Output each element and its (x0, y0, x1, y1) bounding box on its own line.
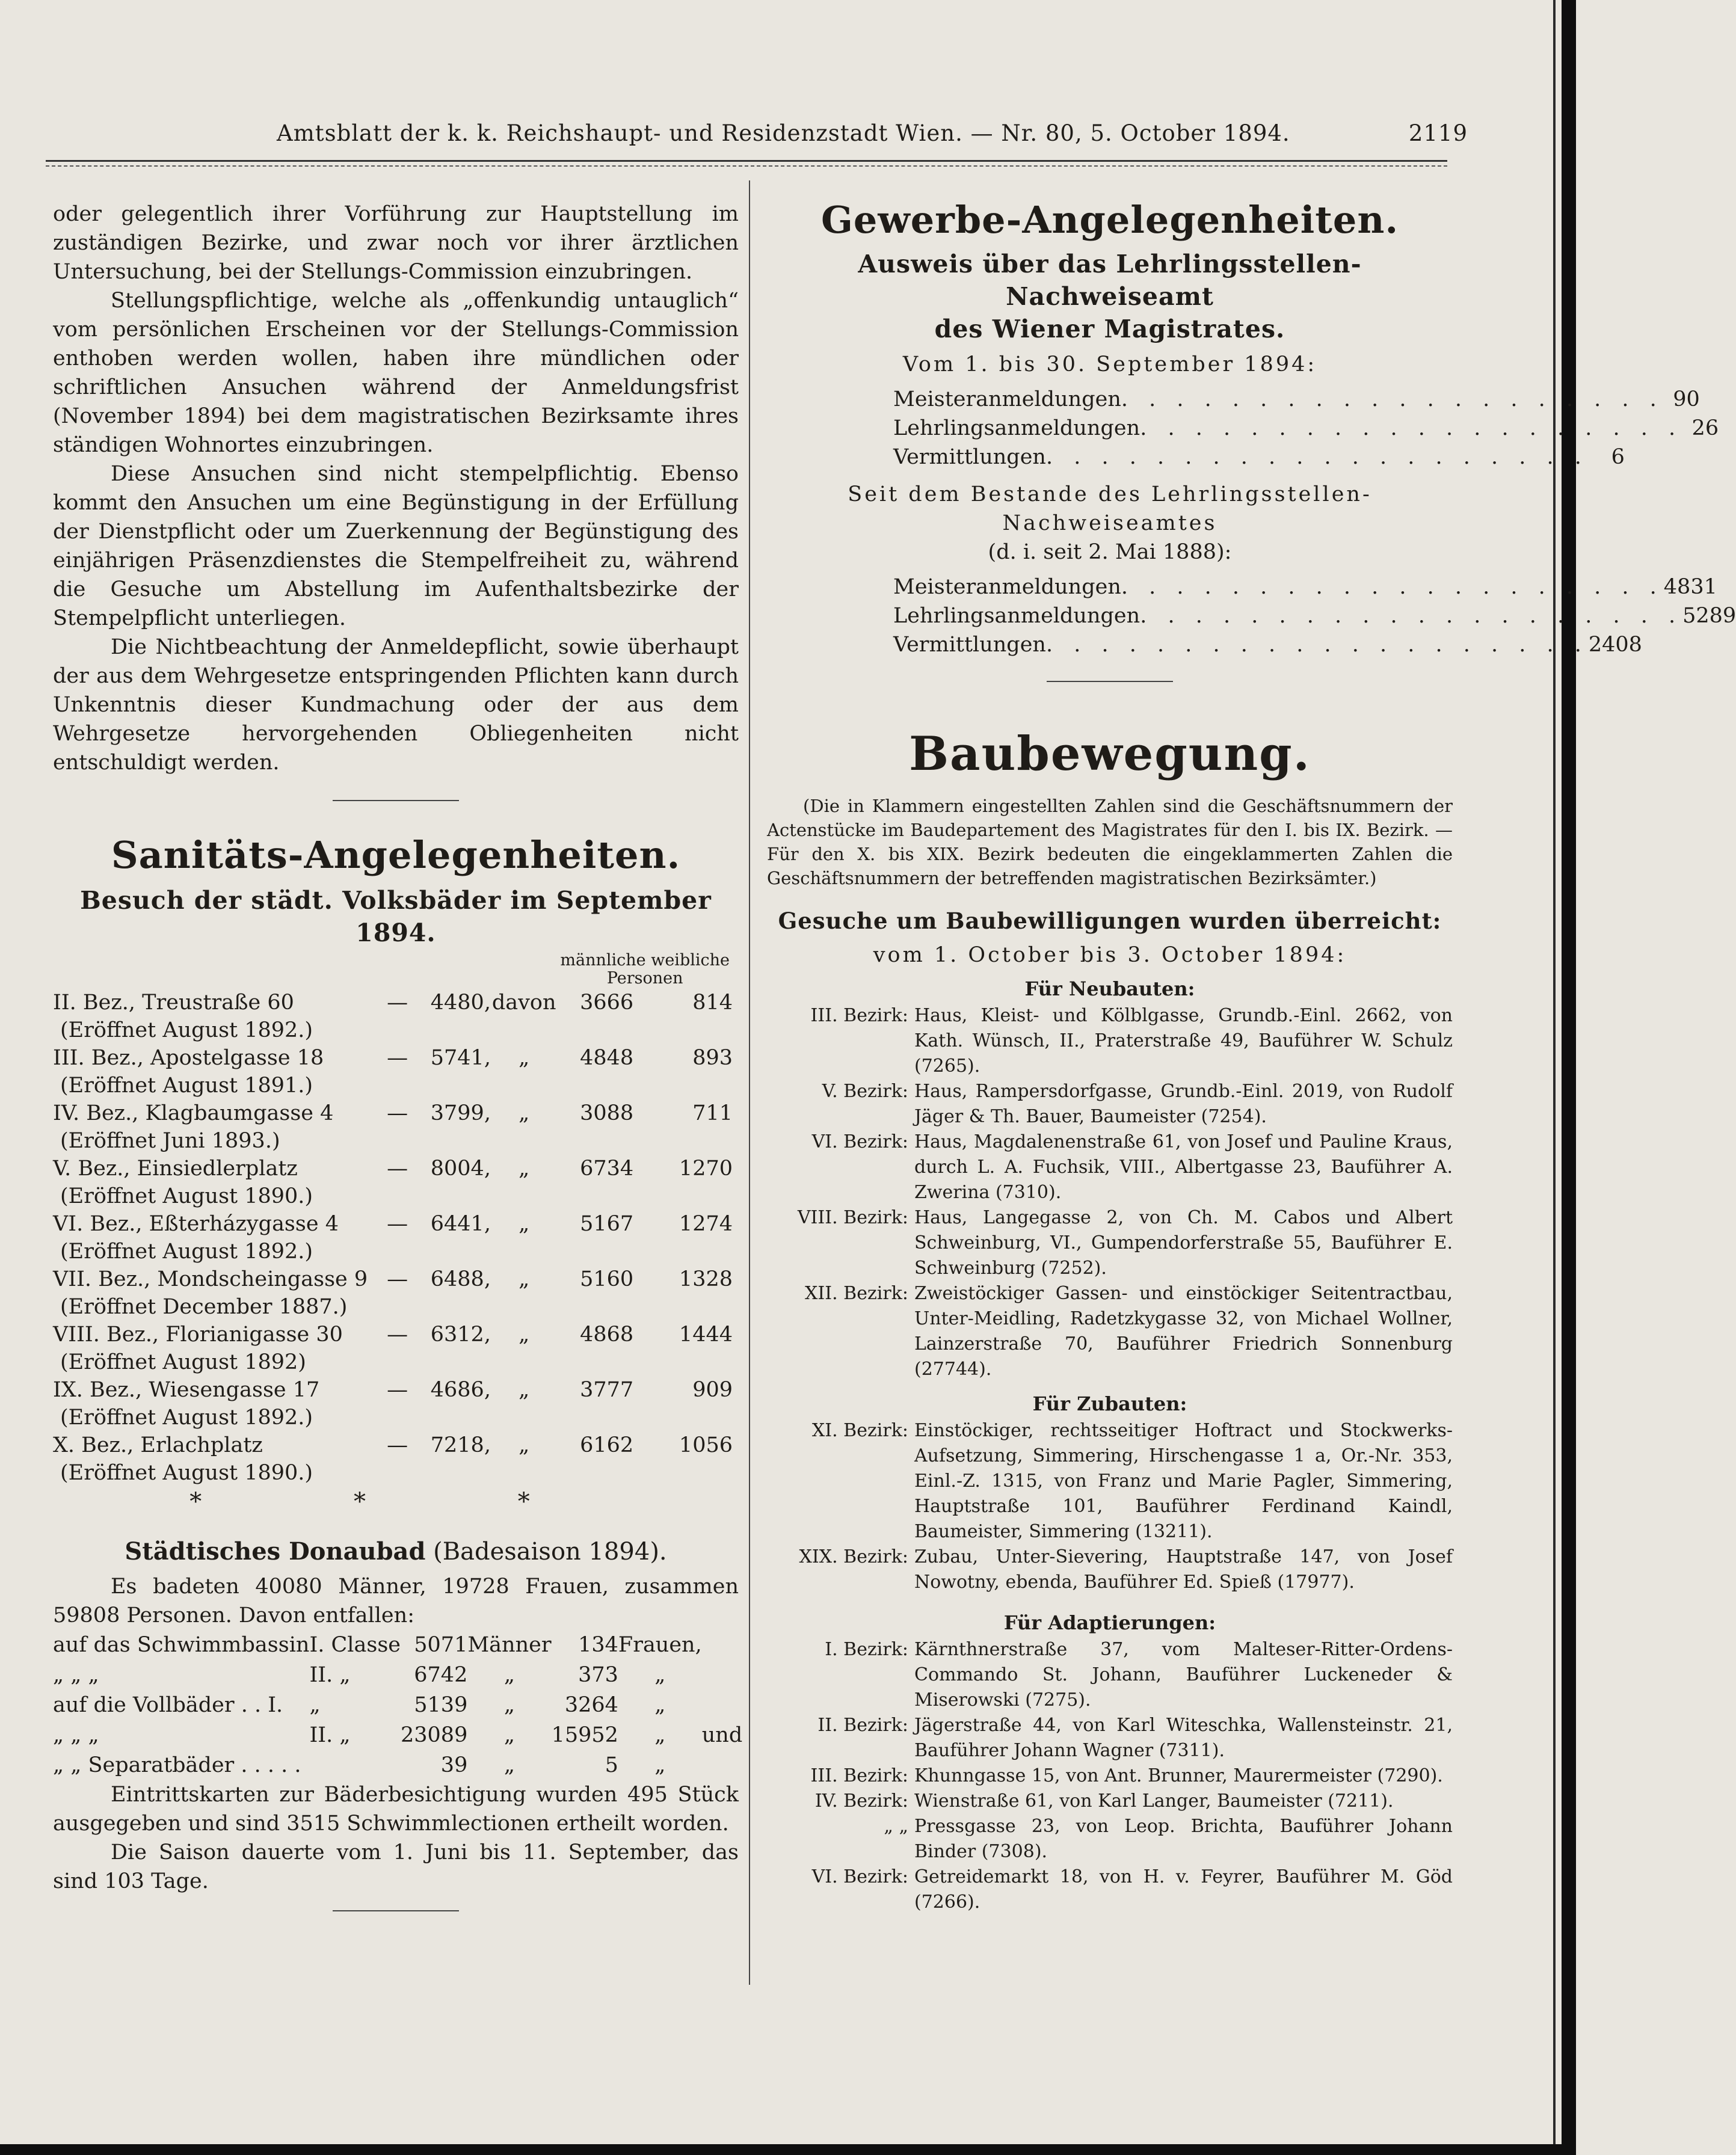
entry-text: Einstöckiger, rechtsseitiger Hoftract und Stockwerks-Aufsetzung, Simmering, Hirschengasse 1 a, Or.-Nr. 353, Einl.-Z. 1315, von Franz und Marie Pagler, Simmering, Hauptstraße 101, Bauführer Ferdinand Kaindl, Baumeister, Simmering (13211). (914, 1420, 1453, 1542)
stat-dots: . . . . . . . . . . . . . . . . . . . . (1121, 575, 1664, 599)
stat-dots: . . . . . . . . . . . . . . . . . . . . (1140, 604, 1683, 628)
danube-cell-e: 373 (578, 1663, 618, 1687)
bath-opened: (Eröffnet August 1890.) (60, 1461, 313, 1485)
bath-davon: davon (491, 991, 556, 1015)
stat-dots: . . . . . . . . . . . . . . . . . . . . (1140, 416, 1683, 440)
building-entry (767, 1789, 1453, 1814)
danube-cell-a: „ „ „ (53, 1663, 99, 1687)
danube-cell-g (702, 1750, 743, 1780)
bath-male: 5160 (580, 1267, 634, 1291)
building-entry (767, 1545, 1453, 1595)
period-2b: (d. i. seit 2. Mai 1888): (988, 540, 1232, 564)
danube-cell-g (702, 1630, 743, 1660)
bath-davon: „ (519, 1267, 530, 1291)
stat-label: Meisteranmeldungen (893, 387, 1121, 411)
bath-opened: (Eröffnet August 1890.) (60, 1184, 313, 1208)
bath-opened-row (53, 1184, 733, 1209)
building-entry (767, 1763, 1453, 1789)
bath-female: 814 (692, 991, 733, 1015)
bath-total: 4480, (430, 991, 491, 1015)
stat-row (893, 601, 1736, 630)
bath-opened: (Eröffnet Juni 1893.) (60, 1129, 280, 1153)
bath-female: 711 (692, 1101, 733, 1125)
district-label: IV. Bezirk: (814, 1791, 908, 1812)
requests-period: vom 1. October bis 3. October 1894: (873, 943, 1347, 967)
stat-label: Lehrlingsanmeldungen (893, 416, 1140, 440)
building-entry (767, 1814, 1453, 1864)
stat-row (893, 443, 1625, 472)
entry-text: Jägerstraße 44, von Karl Witeschka, Wallensteinstr. 21, Bauführer Johann Wagner (7311). (914, 1715, 1453, 1761)
bath-opened: (Eröffnet August 1892.) (60, 1406, 313, 1430)
bath-female: 1328 (679, 1267, 733, 1291)
building-title: Baubewegung. (909, 727, 1311, 781)
danube-cell-b: I. Classe (309, 1633, 401, 1657)
danube-cell-c: 23089 (401, 1723, 468, 1747)
entry-text: Zubau, Unter-Sievering, Hauptstraße 147, von Josef Nowotny, ebenda, Bauführer Ed. Spieß (17977). (914, 1546, 1453, 1593)
bath-location: IV. Bez., Klagbaumgasse 4 (53, 1101, 334, 1125)
bath-dash: — (387, 1267, 408, 1291)
persons-head: Personen (606, 969, 683, 988)
building-entry (767, 1637, 1453, 1713)
building-entry (767, 1130, 1453, 1205)
bath-opened: (Eröffnet December 1887.) (60, 1295, 348, 1319)
bath-opened-row (53, 1128, 733, 1154)
stat-row (893, 573, 1717, 601)
bath-female: 909 (692, 1378, 733, 1402)
bath-opened-row (53, 1018, 733, 1043)
trade-title: Gewerbe-Angelegenheiten. (820, 198, 1399, 242)
danube-table (53, 1630, 742, 1780)
stat-value: 90 (1673, 387, 1700, 411)
bath-davon: „ (519, 1323, 530, 1347)
intro-paragraph: Die Nichtbeachtung der Anmeldepflicht, sowie überhaupt der aus dem Wehrgesetze entspringenden Pflichten kann durch Unkenntnis dieser Kundmachung oder der aus dem Wehrgesetze hervorgehenden Obliegenheiten nicht entschuldigt werden. (53, 635, 739, 775)
scan-border-bottom (0, 2144, 1576, 2155)
bath-male: 3088 (580, 1101, 634, 1125)
bath-female: 1270 (679, 1157, 733, 1181)
entry-text: Kärnthnerstraße 37, vom Malteser-Ritter-Ordens-Commando St. Johann, Bauführer Luckeneder & Miserowski (7275). (914, 1639, 1453, 1711)
danube-cell-g: und (701, 1723, 743, 1747)
bath-total: 7218, (430, 1433, 491, 1457)
district-label: III. Bezirk: (810, 1765, 908, 1786)
bath-row (53, 988, 733, 1018)
bath-total: 6488, (430, 1267, 491, 1291)
danube-cell-f: Frauen, (618, 1633, 702, 1657)
intro-paragraph: oder gelegentlich ihrer Vorführung zur Hauptstellung im zuständigen Bezirke, und zwar noch vor ihrer ärztlichen Untersuchung, bei der Stellungs-Commission einzubringen. (53, 202, 739, 284)
bath-female: 893 (692, 1046, 733, 1070)
section-stars: * * * (189, 1488, 602, 1516)
requests-title: Gesuche um Baubewilligungen wurden überreicht: (778, 908, 1442, 934)
male-head: männliche (560, 951, 646, 970)
bath-opened-row (53, 1460, 733, 1486)
danube-cell-d: „ (503, 1723, 516, 1747)
stat-row (893, 414, 1719, 443)
bath-row (53, 1264, 733, 1294)
danube-cell-d: „ (503, 1663, 516, 1687)
danube-row (53, 1630, 742, 1660)
building-note: (Die in Klammern eingestellten Zahlen sind die Geschäftsnummern der Actenstücke im Baudepartement des Magistrates für den I. bis IX. Bezirk. — Für den X. bis XIX. Bezirk bedeuten die eingeklammerten Zahlen die Geschäftsnummern der betreffenden magistratischen Bezirksämter.) (767, 796, 1453, 888)
bath-total: 6312, (430, 1323, 491, 1347)
bath-opened-row (53, 1073, 733, 1098)
scan-border-line (1553, 0, 1556, 2155)
stat-label: Vermittlungen (893, 445, 1046, 469)
bath-davon: „ (519, 1212, 530, 1236)
stat-label: Vermittlungen (893, 633, 1046, 657)
bath-female: 1056 (679, 1433, 733, 1457)
section-divider (333, 1910, 459, 1911)
bath-davon: „ (519, 1101, 530, 1125)
stats-total (767, 573, 1736, 659)
danube-cell-f: „ (654, 1693, 666, 1717)
bath-row (53, 1320, 733, 1350)
new-buildings-list (767, 1003, 1453, 1382)
trade-subtitle-2: des Wiener Magistrates. (934, 315, 1285, 343)
stat-label: Lehrlingsanmeldungen (893, 604, 1140, 628)
bath-opened-row (53, 1405, 733, 1430)
entry-text: Haus, Magdalenenstraße 61, von Josef und Pauline Kraus, durch L. A. Fuchsik, VIII., Albertgasse 23, Bauführer A. Zwerina (7310). (914, 1131, 1453, 1203)
column-divider (749, 180, 750, 1985)
period-2: Seit dem Bestande des Lehrlingsstellen-Nachweiseamtes (848, 482, 1372, 535)
bath-opened: (Eröffnet August 1892.) (60, 1240, 313, 1264)
danube-cell-c: 39 (440, 1753, 468, 1777)
left-column (53, 200, 743, 1911)
bath-row (53, 1209, 733, 1239)
baths-head-row (53, 951, 733, 988)
entry-text: Wienstraße 61, von Karl Langer, Baumeister (7211). (914, 1791, 1394, 1812)
intro-paragraph: Stellungspflichtige, welche als „offenkundig untauglich“ vom persönlichen Erscheinen vor der Stellungs-Commission enthoben werden wollen, haben ihre mündlichen oder schriftlichen Ansuchen während der Anmeldungsfrist (November 1894) bei dem magistratischen Bezirksamte ihres ständigen Wohnortes einzubringen. (53, 289, 739, 457)
bath-row (53, 1098, 733, 1128)
danube-row (53, 1750, 742, 1780)
intro-paragraph: Diese Ansuchen sind nicht stempelpflichtig. Ebenso kommt den Ansuchen um eine Begünstigung in der Erfüllung der Dienstpflicht oder um Zuerkennung der Begünstigung des einjährigen Präsenzdienstes die Stempelfreiheit zu, während die Gesuche um Abstellung im Aufenthaltsbezirke der Stempelpflicht unterliegen. (53, 462, 739, 630)
stats-month (767, 385, 1719, 472)
danube-cell-e: 3264 (564, 1693, 618, 1717)
section-divider (1047, 681, 1173, 682)
danube-cell-f: „ (654, 1753, 666, 1777)
stat-label: Meisteranmeldungen (893, 575, 1121, 599)
danube-cell-f: „ (654, 1663, 666, 1687)
danube-cell-g (702, 1690, 743, 1720)
bath-opened: (Eröffnet August 1891.) (60, 1074, 313, 1098)
bath-male: 3777 (580, 1378, 634, 1402)
danube-cell-b: II. „ (309, 1723, 351, 1747)
bath-dash: — (387, 1212, 408, 1236)
danube-cell-d: „ (503, 1693, 516, 1717)
header-rule (46, 160, 1447, 162)
bath-opened-row (53, 1239, 733, 1264)
stat-row (893, 630, 1642, 659)
new-buildings-title: Für Neubauten: (1024, 977, 1195, 1000)
district-label: XIX. Bezirk: (799, 1546, 908, 1567)
right-column (767, 196, 1736, 1915)
bath-location: III. Bez., Apostelgasse 18 (53, 1046, 324, 1070)
bath-male: 4868 (580, 1323, 634, 1347)
bath-row (53, 1154, 733, 1184)
additions-title: Für Zubauten: (1032, 1392, 1187, 1415)
bath-opened: (Eröffnet August 1892.) (60, 1018, 313, 1042)
danube-cell-e: 15952 (551, 1723, 618, 1747)
district-label: XII. Bezirk: (805, 1283, 908, 1304)
sanitary-title: Sanitäts-Angelegenheiten. (111, 833, 681, 877)
danube-cell-b: II. „ (309, 1663, 351, 1687)
entry-text: Getreidemarkt 18, von H. v. Feyrer, Bauführer M. Göd (7266). (914, 1866, 1453, 1913)
bath-total: 5741, (430, 1046, 491, 1070)
entry-text: Haus, Rampersdorfgasse, Grundb.-Einl. 2019, von Rudolf Jäger & Th. Bauer, Baumeister (7254). (914, 1081, 1453, 1127)
danube-tickets: Eintrittskarten zur Bäderbesichtigung wurden 495 Stück ausgegeben und sind 3515 Schwimmlectionen ertheilt worden. (53, 1783, 739, 1836)
bath-location: VIII. Bez., Florianigasse 30 (53, 1323, 343, 1347)
bath-dash: — (387, 1101, 408, 1125)
danube-cell-g (702, 1660, 743, 1690)
danube-row (53, 1660, 742, 1690)
page-number: 2119 (1408, 120, 1468, 146)
header-title: Amtsblatt der k. k. Reichshaupt- und Residenzstadt Wien. — Nr. 80, 5. October 1894. (277, 120, 1290, 146)
entry-text: Khunngasse 15, von Ant. Brunner, Maurermeister (7290). (914, 1765, 1443, 1786)
header-rule-dashed (46, 165, 1447, 167)
section-divider (333, 800, 459, 801)
bath-dash: — (387, 1323, 408, 1347)
entry-text: Zweistöckiger Gassen- und einstöckiger Seitentractbau, Unter-Meidling, Radetzkygasse 32, von Michael Wollner, Lainzerstraße 70, Bauführer Friedrich Sonnenburg (27744). (914, 1283, 1453, 1380)
danube-cell-c: 5071 (414, 1633, 468, 1657)
district-label: „ „ (884, 1816, 908, 1837)
bath-male: 5167 (580, 1212, 634, 1236)
bath-row (53, 1043, 733, 1073)
danube-cell-d: „ (503, 1753, 516, 1777)
baths-table (53, 951, 733, 1486)
entry-text: Haus, Langegasse 2, von Ch. M. Cabos und Albert Schweinburg, VI., Gumpendorferstraße 55, Bauführer E. Schweinburg (7252). (914, 1207, 1453, 1279)
stat-dots: . . . . . . . . . . . . . . . . . . . . (1045, 445, 1589, 469)
bath-male: 6734 (580, 1157, 634, 1181)
danube-title: Städtisches Donaubad (125, 1537, 426, 1566)
district-label: XI. Bezirk: (811, 1420, 908, 1441)
danube-cell-a: „ „ Separatbäder . . . . . (53, 1753, 301, 1777)
bath-dash: — (387, 1157, 408, 1181)
bath-dash: — (387, 991, 408, 1015)
bath-opened: (Eröffnet August 1892) (60, 1350, 306, 1374)
building-entry (767, 1418, 1453, 1545)
danube-cell-e: 5 (605, 1753, 618, 1777)
danube-cell-e: 134 (578, 1633, 618, 1657)
bath-location: II. Bez., Treustraße 60 (53, 991, 294, 1015)
district-label: VIII. Bezirk: (797, 1207, 908, 1228)
bath-davon: „ (519, 1378, 530, 1402)
bath-davon: „ (519, 1046, 530, 1070)
district-label: I. Bezirk: (825, 1639, 908, 1660)
bath-total: 8004, (430, 1157, 491, 1181)
stat-dots: . . . . . . . . . . . . . . . . . . . . (1045, 633, 1589, 657)
danube-cell-b (309, 1750, 401, 1780)
building-entry (767, 1003, 1453, 1079)
building-entry (767, 1864, 1453, 1915)
danube-cell-d: Männer (467, 1633, 552, 1657)
bath-location: VI. Bez., Eßterházygasse 4 (53, 1212, 339, 1236)
scan-border-right (1562, 0, 1576, 2155)
stat-value: 2408 (1588, 633, 1642, 657)
bath-female: 1444 (679, 1323, 733, 1347)
baths-title: Besuch der städt. Volksbäder im September 1894. (80, 886, 712, 947)
building-entry (767, 1079, 1453, 1130)
danube-cell-a: auf die Vollbäder . . I. (53, 1693, 283, 1717)
bath-row (53, 1375, 733, 1405)
bath-location: VII. Bez., Mondscheingasse 9 (53, 1267, 368, 1291)
building-entry (767, 1713, 1453, 1763)
danube-cell-a: „ „ „ (53, 1723, 99, 1747)
danube-row (53, 1690, 742, 1720)
danube-cell-c: 5139 (414, 1693, 468, 1717)
entry-text: Pressgasse 23, von Leop. Brichta, Bauführer Johann Binder (7308). (914, 1816, 1453, 1862)
building-entry (767, 1281, 1453, 1382)
stat-value: 5289 (1682, 604, 1736, 628)
bath-total: 3799, (430, 1101, 491, 1125)
bath-location: IX. Bez., Wiesengasse 17 (53, 1378, 320, 1402)
district-label: VI. Bezirk: (811, 1131, 908, 1152)
female-head: weibliche (651, 951, 730, 970)
bath-male: 4848 (580, 1046, 634, 1070)
stat-value: 6 (1611, 445, 1625, 469)
district-label: V. Bezirk: (822, 1081, 908, 1102)
entry-text: Haus, Kleist- und Kölblgasse, Grundb.-Einl. 2662, von Kath. Wünsch, II., Praterstraße 49, Bauführer W. Schulz (7265). (914, 1005, 1453, 1077)
danube-cell-f: „ (654, 1723, 666, 1747)
district-label: III. Bezirk: (810, 1005, 908, 1026)
bath-female: 1274 (679, 1212, 733, 1236)
bath-row (53, 1430, 733, 1460)
danube-intro: Es badeten 40080 Männer, 19728 Frauen, zusammen 59808 Personen. Davon entfallen: (53, 1575, 739, 1628)
danube-cell-b: „ (309, 1693, 321, 1717)
bath-davon: „ (519, 1433, 530, 1457)
stat-value: 26 (1691, 416, 1719, 440)
additions-list (767, 1418, 1453, 1595)
bath-male: 6162 (580, 1433, 634, 1457)
trade-subtitle-1: Ausweis über das Lehrlingsstellen-Nachweiseamt (858, 250, 1362, 311)
danube-season: (Badesaison 1894). (433, 1538, 667, 1566)
stat-row (893, 385, 1700, 414)
danube-heading (53, 1537, 739, 1566)
period-1: Vom 1. bis 30. September 1894: (902, 352, 1317, 377)
danube-cell-c: 6742 (414, 1663, 468, 1687)
building-entry (767, 1205, 1453, 1281)
danube-season-length: Die Saison dauerte vom 1. Juni bis 11. September, das sind 103 Tage. (53, 1840, 739, 1893)
district-label: II. Bezirk: (817, 1715, 908, 1736)
bath-location: X. Bez., Erlachplatz (53, 1433, 263, 1457)
danube-cell-a: auf das Schwimmbassin (53, 1633, 310, 1657)
stat-dots: . . . . . . . . . . . . . . . . . . . . (1121, 387, 1664, 411)
bath-opened-row (53, 1350, 733, 1375)
bath-total: 4686, (430, 1378, 491, 1402)
bath-dash: — (387, 1378, 408, 1402)
bath-davon: „ (519, 1157, 530, 1181)
bath-dash: — (387, 1433, 408, 1457)
bath-opened-row (53, 1294, 733, 1320)
district-label: VI. Bezirk: (811, 1866, 908, 1887)
adaptations-list (767, 1637, 1453, 1915)
bath-location: V. Bez., Einsiedlerplatz (53, 1157, 298, 1181)
page-header (277, 120, 1468, 146)
bath-male: 3666 (580, 991, 634, 1015)
bath-total: 6441, (430, 1212, 491, 1236)
bath-dash: — (387, 1046, 408, 1070)
stat-value: 4831 (1663, 575, 1717, 599)
danube-row (53, 1720, 742, 1750)
adaptations-title: Für Adaptierungen: (1003, 1611, 1216, 1634)
